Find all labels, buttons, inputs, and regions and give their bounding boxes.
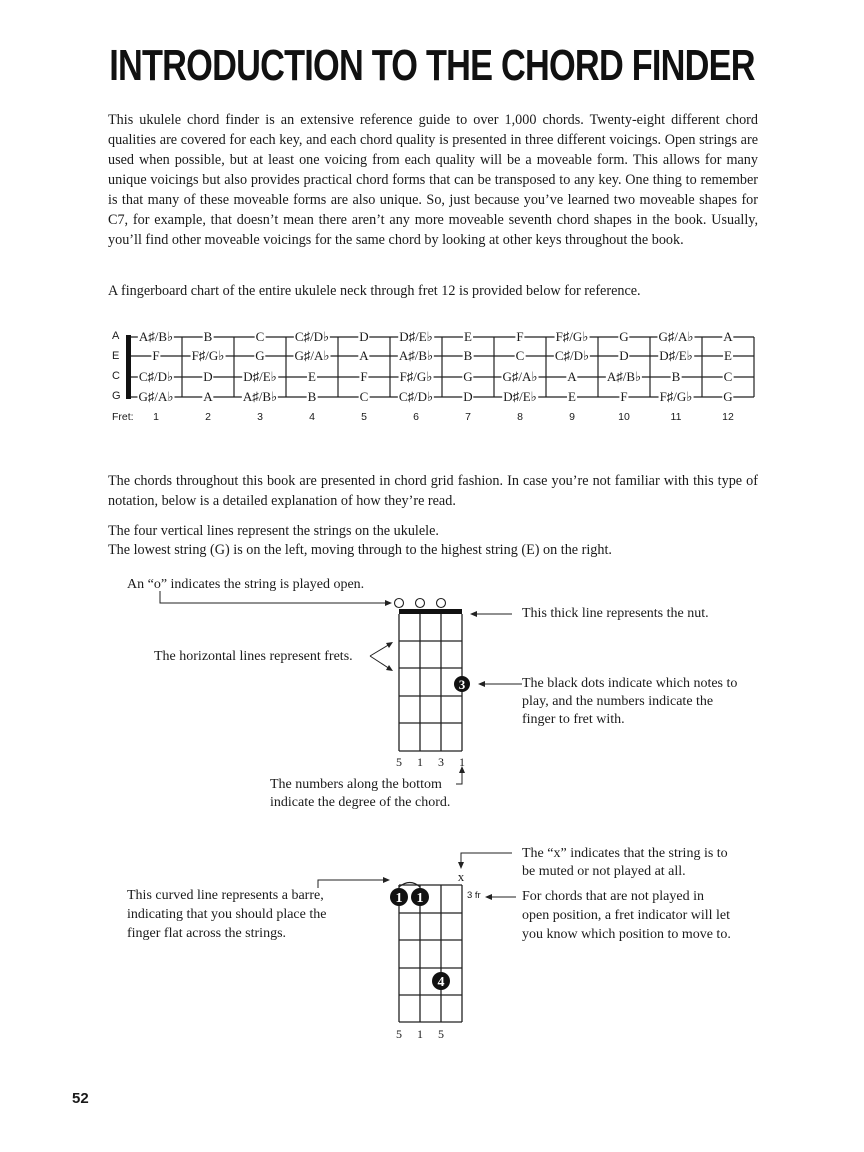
note-cell: A [359,348,369,363]
note-cell: D♯/E♭ [243,369,277,384]
note-cell: C♯/D♭ [554,348,590,363]
note-cell: F♯/G♭ [555,329,589,344]
chord-grid-intro: The chords throughout this book are presented in chord grid fashion. In case you’re not familiar with this type of notation, below is a detailed explanation of how they’re read. [108,473,758,509]
note-cell: F [620,389,628,404]
fret-number: 9 [569,411,575,423]
fret-number: 12 [722,411,734,423]
note-cell: C [515,348,525,363]
degree-1: 5 [396,1027,402,1041]
note-cell: D [619,348,629,363]
string-label-a: A [112,330,120,342]
note-cell: G♯/A♭ [658,329,694,344]
dots-note-line3: finger to fret with. [522,712,625,727]
fret-number: 6 [413,411,419,423]
note-cell: G [723,389,733,404]
note-cell: A [723,329,733,344]
fret-note-line2: open position, a fret indicator will let [522,908,731,923]
degree-2: 1 [417,1027,423,1041]
degree-note-line1: The numbers along the bottom [270,777,442,792]
note-cell: C♯/D♭ [398,389,434,404]
chord-diagram-2 [0,840,864,1050]
barre-note-line3: finger flat across the strings. [127,926,287,941]
mute-x-icon: x [457,869,465,884]
note-cell: G♯/A♭ [294,348,330,363]
fret-number: 2 [205,411,211,423]
dots-note-line2: play, and the numbers indicate the [522,694,714,709]
intro-paragraph: This ukulele chord finder is an extensive reference guide to over 1,000 chords. Twenty-eight different chord qualities are covered for each key, and each chord quality is presented in three different voicings. Open strings are used when possible, but at least one voicing from each quality will be a moveable form. This allows for many unique voicings but also provides practical chord forms that can be transposed to any key. One thing to remember is that many of these moveable forms are also unique. So, just because you’ve learned two moveable shapes for C7, for example, that doesn’t mean there aren’t any more moveable seventh chord shapes in the book. Usually, you’ll find other moveable voicings for the same chord by looking at other keys throughout the book. [108,112,758,248]
fret-number: 1 [153,411,159,423]
note-cell: A [567,369,577,384]
note-cell: E [308,369,316,384]
note-cell: A [203,389,213,404]
frets-note: The horizontal lines represent frets. [154,649,353,664]
note-cell: B [463,348,473,363]
note-cell: G♯/A♭ [138,389,174,404]
note-cell: B [671,369,681,384]
fret-number: 11 [670,411,682,423]
fret-number: 3 [257,411,263,423]
note-cell: F [360,369,368,384]
finger-number: 3 [458,677,466,692]
note-cell: A♯/B♭ [138,329,174,344]
string-label-g: G [112,390,121,402]
note-cell: F♯/G♭ [659,389,693,404]
note-cell: B [307,389,317,404]
mute-note-line1: The “x” indicates that the string is to [522,846,728,861]
note-cell: E [464,329,472,344]
nut-note: This thick line represents the nut. [522,606,709,621]
note-cell: F [152,348,160,363]
note-cell: D [203,369,213,384]
svg-text:1: 1 [395,891,403,906]
strings-explanation-2: The lowest string (G) is on the left, moving through to the highest string (E) on the right. [108,542,612,558]
page-title: INTRODUCTION TO THE CHORD FINDER [109,41,755,90]
barre-note-line2: indicating that you should place the [127,907,327,922]
degree-4: 1 [459,755,465,769]
dots-note-line1: The black dots indicate which notes to [522,676,738,691]
string-label-e: E [112,350,120,362]
note-cell: E [724,348,732,363]
fret-label: Fret: [112,411,134,423]
note-cell: E [568,389,576,404]
note-cell: D♯/E♭ [659,348,693,363]
note-cell: G♯/A♭ [502,369,538,384]
degree-2: 1 [417,755,423,769]
note-cell: A♯/B♭ [606,369,642,384]
note-cell: C [359,389,369,404]
note-cell: A♯/B♭ [398,348,434,363]
strings-explanation-1: The four vertical lines represent the strings on the ukulele. [108,523,439,539]
note-cell: D♯/E♭ [503,389,537,404]
note-cell: A♯/B♭ [242,389,278,404]
note-cell: C♯/D♭ [138,369,174,384]
fret-number: 8 [517,411,523,423]
note-cell: F [516,329,524,344]
note-cell: D [463,389,473,404]
note-cell: D [359,329,369,344]
degree-3: 3 [438,755,444,769]
mute-note-line2: be muted or not played at all. [522,864,686,879]
note-cell: F♯/G♭ [399,369,433,384]
string-label-c: C [112,370,120,382]
fret-number: 7 [465,411,471,423]
note-cell: C [255,329,265,344]
degree-1: 5 [396,755,402,769]
svg-text:4: 4 [437,975,445,990]
page-number: 52 [72,1090,89,1107]
fret-number: 4 [309,411,315,423]
note-cell: B [203,329,213,344]
svg-text:1: 1 [416,891,424,906]
fret-note-line1: For chords that are not played in [522,889,704,904]
note-cell: G [463,369,473,384]
note-cell: C♯/D♭ [294,329,330,344]
note-cell: G [619,329,629,344]
fret-number: 10 [618,411,630,423]
note-cell: G [255,348,265,363]
degree-3: 5 [438,1027,444,1041]
fret-note-line3: you know which position to move to. [522,927,731,942]
note-cell: D♯/E♭ [399,329,433,344]
fret-number: 5 [361,411,367,423]
barre-note-line1: This curved line represents a barre, [127,888,324,903]
fret-indicator: 3 fr [467,890,481,901]
fingerboard-intro: A fingerboard chart of the entire ukulele neck through fret 12 is provided below for reference. [108,283,641,299]
note-cell: C [723,369,733,384]
open-string-note: An “o” indicates the string is played open. [127,577,365,592]
note-cell: F♯/G♭ [191,348,225,363]
fingerboard-chart [0,0,864,440]
degree-note-line2: indicate the degree of the chord. [270,795,451,810]
